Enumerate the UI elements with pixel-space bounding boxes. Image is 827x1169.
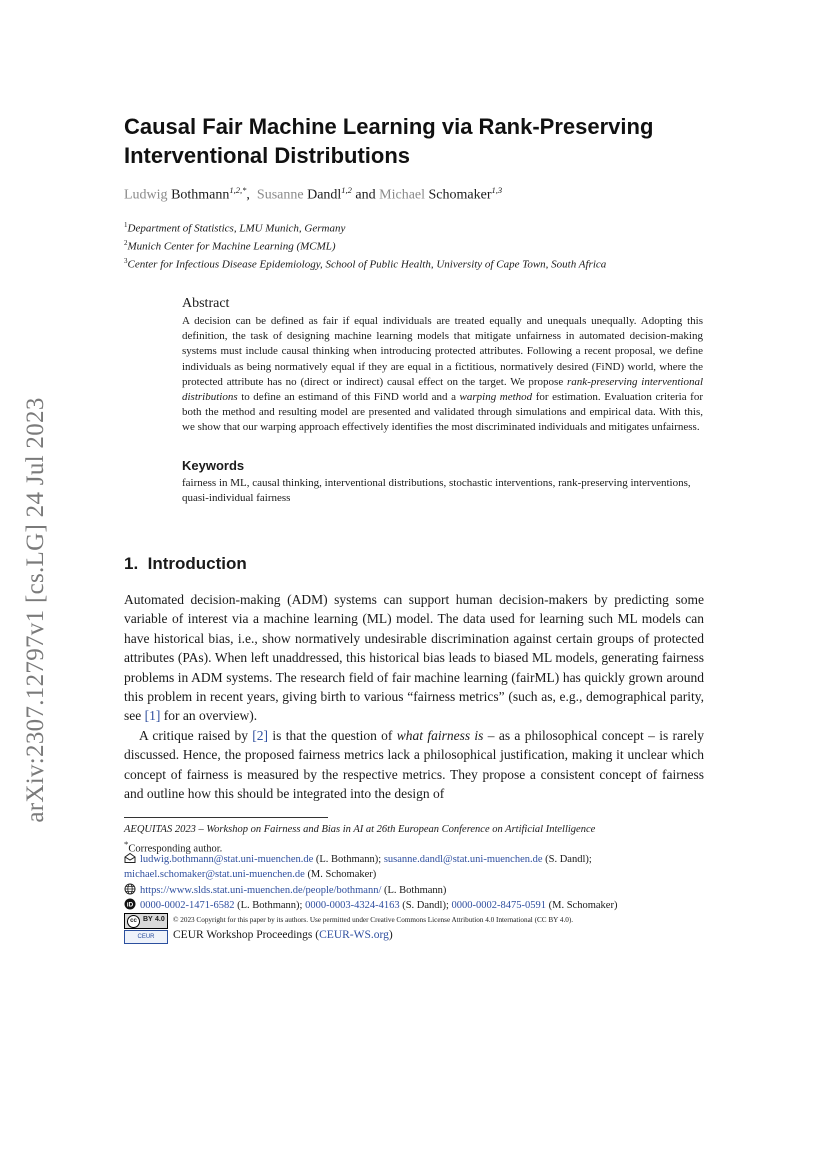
author-sep: , <box>246 187 250 203</box>
ceur-proceedings <box>173 929 393 941</box>
author-list <box>124 185 502 204</box>
ceur-text: CEUR Workshop Proceedings ( <box>173 929 320 941</box>
paragraph <box>124 726 704 804</box>
cc-symbol: cc <box>127 915 140 928</box>
affiliation-text: Munich Center for Machine Learning (MCML) <box>127 240 336 253</box>
affiliation-num: 1 <box>124 221 128 229</box>
abstract-part: for estimation. Evaluation criteria for both the method and resulting model are presented and validated through simulations and empirical data. With this, we show that our warping approach effectively identifies the most discriminated individuals and mitigates unfairness. <box>182 391 703 434</box>
title-line-2: Interventional Distributions <box>124 143 411 168</box>
author-first: Ludwig <box>124 187 168 203</box>
email-owner: (S. Dandl); <box>542 854 592 865</box>
svg-text:iD: iD <box>126 901 134 909</box>
email-link[interactable]: ludwig.bothmann@stat.uni-muenchen.de <box>140 854 314 865</box>
venue-note: AEQUITAS 2023 – Workshop on Fairness and Bias in AI at 26th European Conference on Artificial Intelligence <box>124 824 596 835</box>
orcid-link[interactable]: 0000-0003-4324-4163 <box>305 900 400 911</box>
ceur-link[interactable]: CEUR-WS.org <box>319 929 389 941</box>
text-emphasis: what fairness is <box>396 727 484 743</box>
homepage-link[interactable]: https://www.slds.stat.uni-muenchen.de/people/bothmann/ <box>140 885 382 896</box>
abstract-part: to define an estimand of this FiND world and a <box>237 391 460 404</box>
corresponding-text: Corresponding author. <box>128 843 223 855</box>
affiliation <box>124 239 336 253</box>
affiliation-num: 2 <box>124 239 128 247</box>
ceur-text: ) <box>388 929 393 941</box>
corresponding-mark: * <box>124 839 129 849</box>
citation-link[interactable]: [2] <box>252 727 269 743</box>
keywords-heading: Keywords <box>182 458 245 473</box>
section-title: Introduction <box>147 554 247 573</box>
affiliation-text: Department of Statistics, LMU Munich, Germany <box>127 222 346 235</box>
arxiv-sidebar <box>14 375 58 845</box>
abstract-part: A decision can be defined as fair if equal individuals are treated equally and unequals unequally. Adopting this definition, the task of designing machine learning models that mitigate unfairness in automated decision-making systems must include causal thinking when introducing protected attributes. Following a recent proposal, we define individuals as being normatively equal if they are equal in a fictitious, normatively desired (FiND) world, where the protected attribute has no (direct or indirect) causal effect on the target. We propose <box>182 315 703 388</box>
orcid-link[interactable]: 0000-0002-8475-0591 <box>451 900 546 911</box>
email-line <box>124 852 592 867</box>
envelope-icon <box>124 852 136 864</box>
cc-by-badge <box>124 913 168 929</box>
text-run: for an overview). <box>160 708 258 724</box>
globe-icon <box>124 883 136 895</box>
affiliation-num: 3 <box>124 257 128 265</box>
citation-link[interactable]: [1] <box>144 708 161 724</box>
author-last: Dandl <box>307 187 342 203</box>
cc-by-label: BY <box>143 916 153 923</box>
paper-title <box>124 112 724 170</box>
orcid-owner: (S. Dandl); <box>399 900 452 911</box>
affiliation <box>124 257 606 271</box>
author-sup: 1,2,* <box>229 185 247 195</box>
text-run: – as a philosophical concept – is rarely discussed. Hence, the proposed fairness metrics lack a philosophical justification, making it unclear which concept of fairness is measured by the respective metrics. They propose a consistent concept of fairness and outline how this should be integrated into the design of <box>124 727 705 802</box>
intro-body <box>124 590 704 803</box>
text-run: A critique raised by <box>139 727 253 743</box>
url-owner: (L. Bothmann) <box>381 885 447 896</box>
section-number: 1. <box>124 554 139 573</box>
author-last: Schomaker <box>428 187 492 203</box>
email-link[interactable]: michael.schomaker@stat.uni-muenchen.de <box>124 869 305 880</box>
orcid-link[interactable]: 0000-0002-1471-6582 <box>140 900 235 911</box>
affiliation <box>124 221 345 235</box>
text-run: Automated decision-making (ADM) systems can support human decision-makers by predicting some variable of interest via a machine learning (ML) model. The data used for learning such ML models can have historical bias, i.e., show normatively undesirable discrimination against certain groups of protected attributes (PAs). When left unaddressed, this historical bias leads to biased ML models, generating fairness problems in ADM systems. The research field of fair machine learning (fairML) has quickly grown around this problem in recent years, giving birth to various “fairness metrics” (such as, e.g., demographical parity, see <box>124 592 704 724</box>
abstract-text <box>182 314 703 436</box>
arxiv-id: arXiv:2307.12797v1 [cs.LG] 24 Jul 2023 <box>22 397 49 823</box>
email-owner: (M. Schomaker) <box>304 869 377 880</box>
paragraph <box>124 590 704 726</box>
abstract-emphasis: warping method <box>459 391 533 404</box>
ceur-badge: CEUR <box>124 930 168 944</box>
footnote-rule <box>124 817 328 818</box>
orcid-icon <box>124 898 136 910</box>
affiliation-text: Center for Infectious Disease Epidemiology, School of Public Health, University of Cape Town, South Africa <box>127 258 607 271</box>
cc-version: 4.0 <box>155 916 165 923</box>
orcid-line <box>124 898 617 913</box>
email-line <box>124 867 376 882</box>
author-sep: and <box>355 187 376 203</box>
orcid-owner: (M. Schomaker) <box>546 900 618 911</box>
keywords-text: fairness in ML, causal thinking, interventional distributions, stochastic interventions, rank-preserving interventions, quasi-individual fairness <box>182 477 691 505</box>
abstract-emphasis: rank-preserving interventional distributions <box>182 375 704 404</box>
author-last: Bothmann <box>171 187 230 203</box>
email-owner: (L. Bothmann); <box>313 854 384 865</box>
author-first: Susanne <box>256 187 304 203</box>
author-sup: 1,2 <box>341 185 352 195</box>
orcid-owner: (L. Bothmann); <box>234 900 306 911</box>
license-note: © 2023 Copyright for this paper by its authors. Use permitted under Creative Commons License Attribution 4.0 International (CC BY 4.0). <box>173 916 574 924</box>
email-link[interactable]: susanne.dandl@stat.uni-muenchen.de <box>383 854 543 865</box>
title-line-1: Causal Fair Machine Learning via Rank-Preserving <box>124 114 654 139</box>
author-first: Michael <box>379 187 426 203</box>
author-sup: 1,3 <box>491 185 503 195</box>
abstract-heading: Abstract <box>182 296 230 311</box>
url-line <box>124 883 446 898</box>
section-heading <box>124 554 247 574</box>
text-run: is that the question of <box>268 727 397 743</box>
